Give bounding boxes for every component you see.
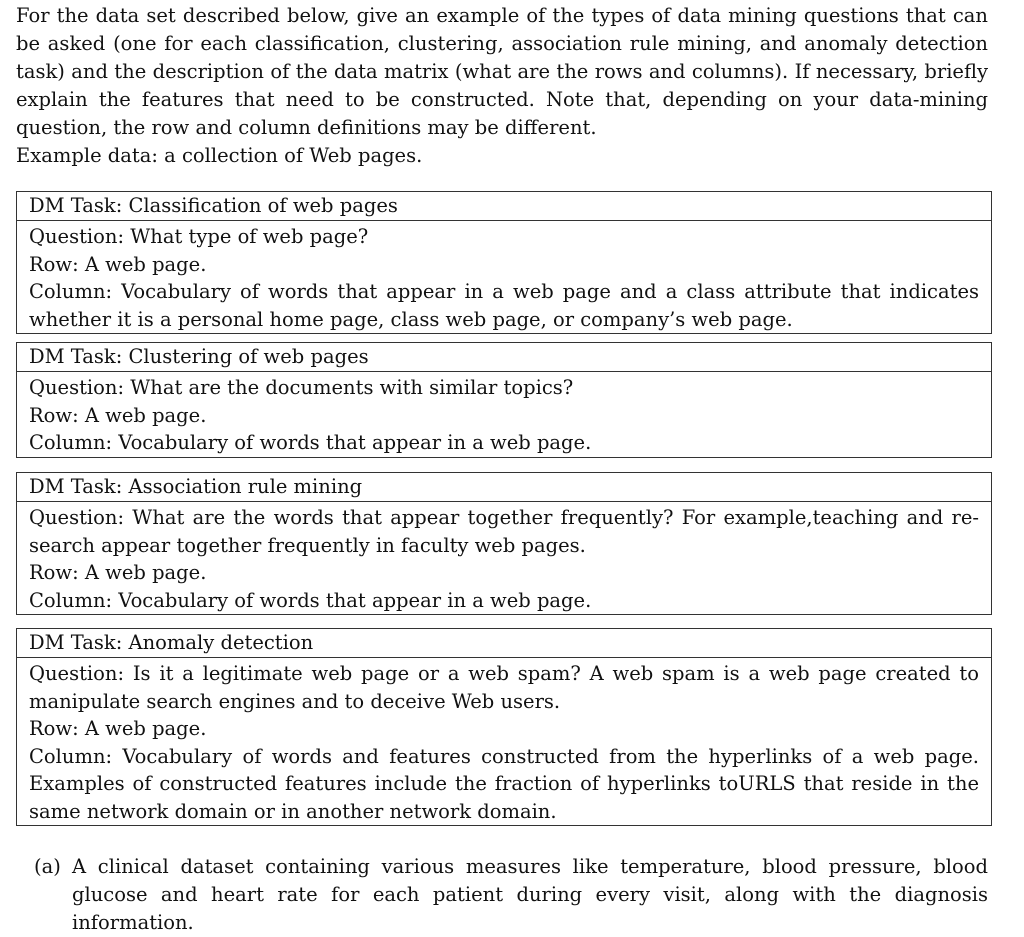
task-question: Question: Is it a legitimate web page or a web spam? A web spam is a web page created to manipulate search engines and to deceive Web users. [29,662,979,713]
task-body [17,221,991,333]
task-question: Question: What are the documents with similar topics? [29,376,574,399]
task-row: Row: A web page. [29,561,207,584]
question-item-a [34,853,988,937]
task-row: Row: A web page. [29,717,207,740]
task-question: Question: What type of web page? [29,225,369,248]
task-row: Row: A web page. [29,403,207,427]
task-body [17,502,991,614]
task-column: Column: Vocabulary of words that appear in a web page and a class attribute that indicates whether it is a personal home page, class web page, or company’s web page. [29,280,979,331]
task-header: DM Task: Clustering of web pages [17,343,991,372]
task-column: Column: Vocabulary of words and features constructed from the hyperlinks of a web page. Examples of constructed features include the fraction of hyperlinks toURLS that reside in the same network domain or in another network domain. [29,744,979,823]
task-question: Question: What are the words that appear together frequently? For example,teaching and re- search appear together frequently in faculty web pages. [29,506,979,557]
task-row: Row: A web page. [29,252,207,276]
task-header: DM Task: Anomaly detection [17,629,991,658]
task-header: DM Task: Association rule mining [17,473,991,502]
task-header: DM Task: Classification of web pages [17,192,991,221]
task-box-classification [16,191,992,334]
task-column: Column: Vocabulary of words that appear in a web page. [29,588,592,612]
intro-section [16,2,988,170]
intro-paragraph: For the data set described below, give an example of the types of data mining questions that can be asked (one for each classification, clustering, association rule mining, and anomaly detection task) and the description of the data matrix (what are the rows and columns). If necessary, briefly explain the features that need to be constructed. Note that, depending on your data-mining question, the row and column definitions may be different. [16,4,988,139]
task-box-association [16,472,992,615]
task-box-anomaly [16,628,992,826]
task-body [17,372,991,457]
example-data-line: Example data: a collection of Web pages. [16,144,423,167]
task-body [17,658,991,825]
task-box-clustering [16,342,992,458]
item-text: A clinical dataset containing various measures like temperature, blood pressure, blood glucose and heart rate for each patient during every visit, along with the diagnosis information. [72,855,988,934]
task-column: Column: Vocabulary of words that appear in a web page. [29,431,592,454]
item-label: (a) [34,855,61,878]
